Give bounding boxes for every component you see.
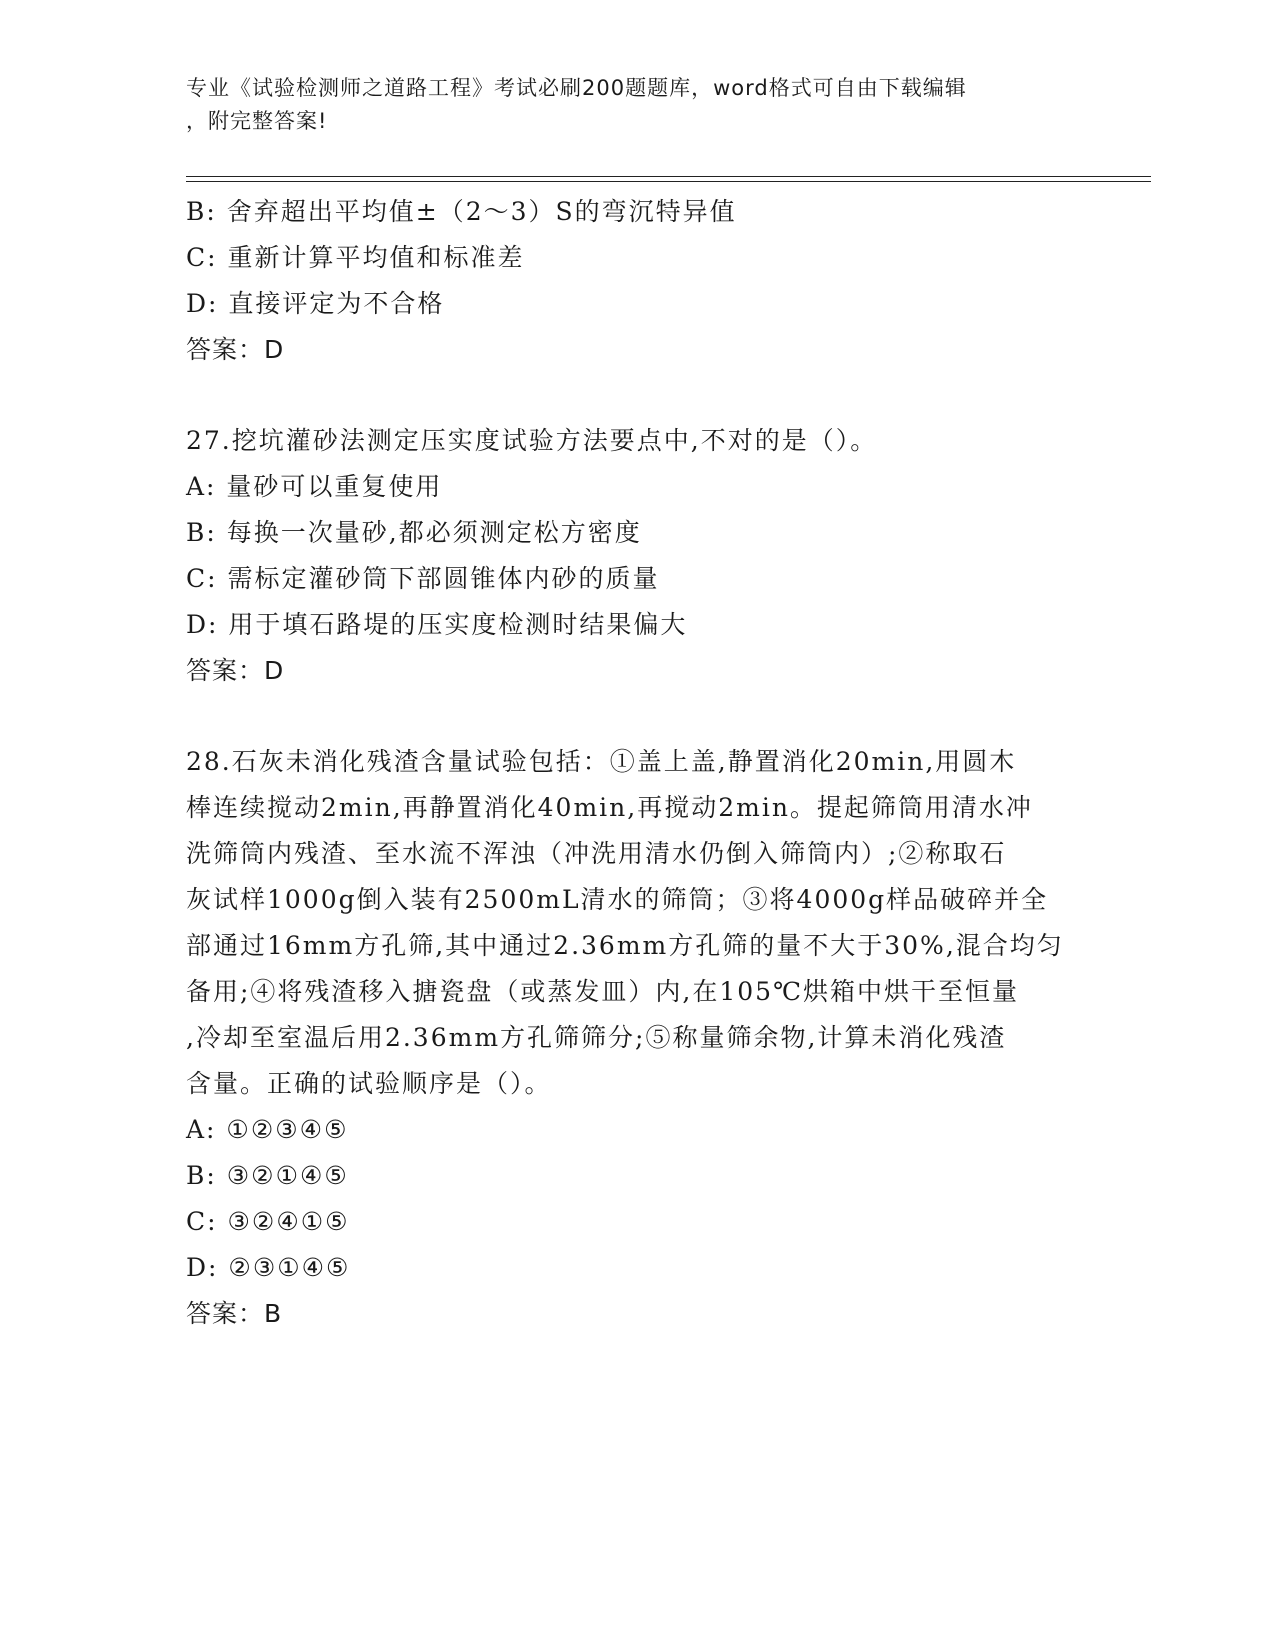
q27-option-c: C: 需标定灌砂筒下部圆锥体内砂的质量 xyxy=(186,564,660,593)
q28-answer: 答案：B xyxy=(186,1299,283,1328)
header-line-1: 专业《试验检测师之道路工程》考试必刷200题题库，word格式可自由下载编辑 xyxy=(186,76,967,100)
q28-question-line: 备用;④将残渣移入搪瓷盘（或蒸发皿）内,在105℃烘箱中烘干至恒量 xyxy=(186,977,1020,1006)
spacer xyxy=(186,373,1086,418)
q26-answer: 答案：D xyxy=(186,335,285,364)
q27-option-b: B: 每换一次量砂,都必须测定松方密度 xyxy=(186,518,642,547)
question-28 xyxy=(186,739,1086,1337)
q28-question-line: 部通过16mm方孔筛,其中通过2.36mm方孔筛的量不大于30%,混合均匀 xyxy=(186,931,1064,960)
q26-option-d: D: 直接评定为不合格 xyxy=(186,289,445,318)
q28-question-line: 灰试样1000g倒入装有2500mL清水的筛筒；③将4000g样品破碎并全 xyxy=(186,885,1049,914)
question-26-tail xyxy=(186,189,1086,373)
spacer xyxy=(186,694,1086,739)
q28-question-line: ,冷却至室温后用2.36mm方孔筛筛分;⑤称量筛余物,计算未消化残渣 xyxy=(186,1023,1007,1052)
q27-question: 27.挖坑灌砂法测定压实度试验方法要点中,不对的是（）。 xyxy=(186,426,878,455)
q27-answer: 答案：D xyxy=(186,656,285,685)
header-rule-bottom xyxy=(186,181,1151,182)
q28-option-a: A: ①②③④⑤ xyxy=(186,1115,349,1144)
q28-question-line: 洗筛筒内残渣、至水流不浑浊（冲洗用清水仍倒入筛筒内）;②称取石 xyxy=(186,839,1007,868)
q27-option-d: D: 用于填石路堤的压实度检测时结果偏大 xyxy=(186,610,688,639)
q28-question-line: 含量。正确的试验顺序是（）。 xyxy=(186,1069,552,1098)
q28-option-c: C: ③②④①⑤ xyxy=(186,1207,350,1236)
question-27 xyxy=(186,418,1086,694)
q26-option-c: C: 重新计算平均值和标准差 xyxy=(186,243,525,272)
document-header xyxy=(186,72,1066,138)
document-body xyxy=(186,189,1086,1337)
q28-option-b: B: ③②①④⑤ xyxy=(186,1161,349,1190)
header-rule-top xyxy=(186,176,1151,177)
q28-option-d: D: ②③①④⑤ xyxy=(186,1253,351,1282)
q28-question xyxy=(186,739,1086,1107)
q28-question-line: 28.石灰未消化残渣含量试验包括：①盖上盖,静置消化20min,用圆木 xyxy=(186,747,1017,776)
q27-option-a: A: 量砂可以重复使用 xyxy=(186,472,443,501)
header-line-2: ，附完整答案! xyxy=(186,109,328,133)
q28-question-line: 棒连续搅动2min,再静置消化40min,再搅动2min。提起筛筒用清水冲 xyxy=(186,793,1033,822)
q26-option-b: B: 舍弃超出平均值±（2～3）S的弯沉特异值 xyxy=(186,197,737,226)
